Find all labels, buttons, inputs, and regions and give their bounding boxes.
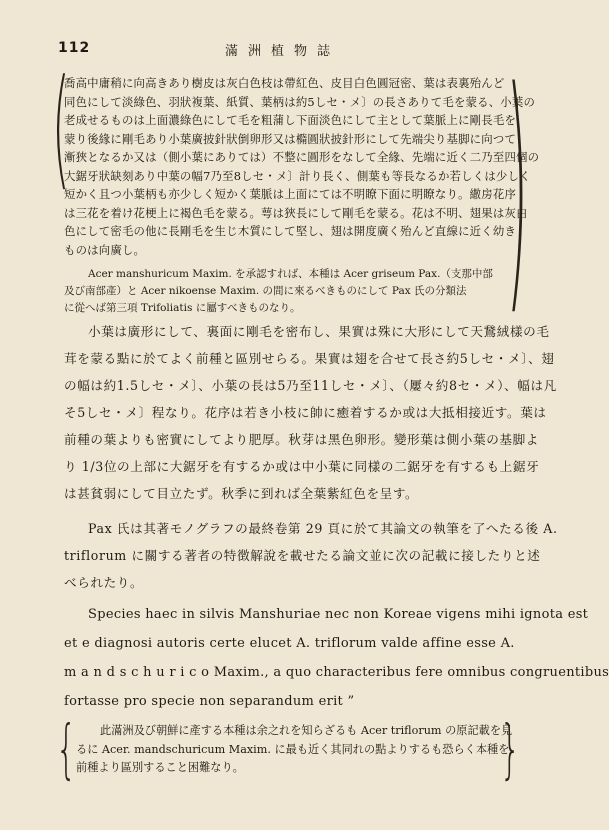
species-description: [64, 74, 540, 259]
latin-line: et e diagnosi autoris certe elucet A. triflorum valde affine esse A.: [64, 636, 515, 651]
body-line: 茸を蒙る點に於てよく前種と區別せらる。果實は翅を合せて長さ約5しセ・メ〕、翅: [64, 351, 555, 366]
pax-paragraph: [64, 515, 558, 596]
description-line: 短かく且つ小葉柄も亦少しく短かく葉脈は上面にては不明瞭下面に明瞭なり。繖房花序: [64, 187, 517, 201]
remark-line: るに Acer. mandschuricum Maxim. に最も近く其同れの點よりするも恐らく本種を: [76, 742, 510, 756]
note-line: 及び南部產）と Acer nikoense Maxim. の間に來るべきものにして Pax 氏の分類法: [64, 285, 467, 297]
taxonomy-note: [64, 266, 514, 317]
description-line: 老成せるものは上面濃綠色にして毛を粗蒲し下面淡色にして主として葉脈上に剛長毛を: [64, 113, 517, 127]
body-line: り 1/3位の上部に大鋸牙を有するか或は中小葉に同樣の二鋸牙を有するも上鋸牙: [64, 459, 540, 474]
body-line: そ5しセ・メ〕程なり。花序は若き小枝に帥に癒着するか或は大抵相接近す。葉は: [64, 405, 547, 420]
body-line: 小葉は廣形にして、裏面に剛毛を密布し、果實は殊に大形にして天鵞絨樣の毛: [88, 324, 550, 339]
bracketed-remark: [76, 722, 513, 778]
body-line: べられたり。: [64, 575, 144, 590]
page-number: 112: [58, 40, 91, 56]
latin-line: Species haec in silvis Manshuriae nec non Koreae vigens mihi ignota est: [88, 607, 589, 622]
description-line: ものは向廣し。: [64, 242, 146, 257]
latin-quotation: [64, 600, 609, 716]
note-line: に從へば第三項 Trifoliatis に屬すべきものなり。: [64, 302, 301, 314]
description-line: 同色にして淡綠色、羽狀複葉、紙質、葉柄は約5しセ・メ〕の長さありて毛を蒙る、小葉の: [64, 94, 536, 109]
body-line: の幅は約1.5しセ・メ〕、小葉の長は5乃至11しセ・メ〕、（屢々約8セ・メ）、幅は凡: [64, 378, 557, 393]
description-line: は三花を着け花梗上に褐色毛を蒙る。萼は狹長にして剛毛を蒙る。花は不明、翅果は灰白: [64, 205, 528, 220]
body-line: は甚貧弱にして目立たず。秋季に到れば全葉紫紅色を呈す。: [64, 486, 419, 501]
description-line: 漸狹となるか又は（側小葉にありては）不整に圓形をなして全緣、先端に近く二乃至四個の: [64, 150, 540, 164]
left-paren-mark: (: [52, 51, 70, 203]
body-line: triflorum に關する著者の特徴解說を載せたる論文並に次の記載に接したりと述: [64, 548, 541, 563]
body-line: Pax 氏は其著モノグラフの最終卷第 29 頁に於て其論文の執筆を了へたる後 A.: [88, 521, 558, 536]
comparison-paragraph: [64, 318, 557, 507]
running-title: 滿洲植物誌: [224, 44, 340, 59]
note-right-brace: }: [500, 713, 521, 787]
latin-line: m a n d s c h u r i c o Maxim., a quo characteribus fere omnibus congruentibus: [64, 665, 609, 680]
remark-line: 此滿洲及び朝鮮に產する本種は余之れを知らざるも Acer triflorum の原記載を見: [100, 724, 513, 737]
latin-line: fortasse pro specie non separandum erit ”: [64, 694, 355, 709]
body-line: 前種の葉よりも密實にしてより肥厚。秋芽は黑色卵形。變形葉は側小葉の基脚よ: [64, 432, 539, 447]
note-left-brace: {: [56, 713, 77, 787]
description-line: 色にして密毛の他に長剛毛を生じ木質にして堅し、翅は開度廣く殆んど直線に近く幼き: [64, 224, 517, 238]
remark-line: 前種より區別すること困難なり。: [76, 761, 244, 774]
description-line: 大鋸牙狀缺刻あり中葉の幅7乃至8しセ・メ〕計り長く、側葉も等長なるか若しくは少しく: [64, 168, 531, 183]
note-line: Acer manshuricum Maxim. を承認すれば、本種は Acer griseum Pax.（支那中部: [88, 268, 493, 280]
description-line: 喬高中庸稍に向高きあり樹皮は灰白色枝は帶紅色、皮目白色圓冠密、葉は表裏殆んど: [64, 76, 505, 90]
right-paren-mark: ): [506, 37, 529, 339]
description-line: 蒙り後緣に剛毛あり小葉廣披針狀倒卵形又は橢圓狀披針形にして先端尖り基脚に向つて: [64, 131, 517, 146]
